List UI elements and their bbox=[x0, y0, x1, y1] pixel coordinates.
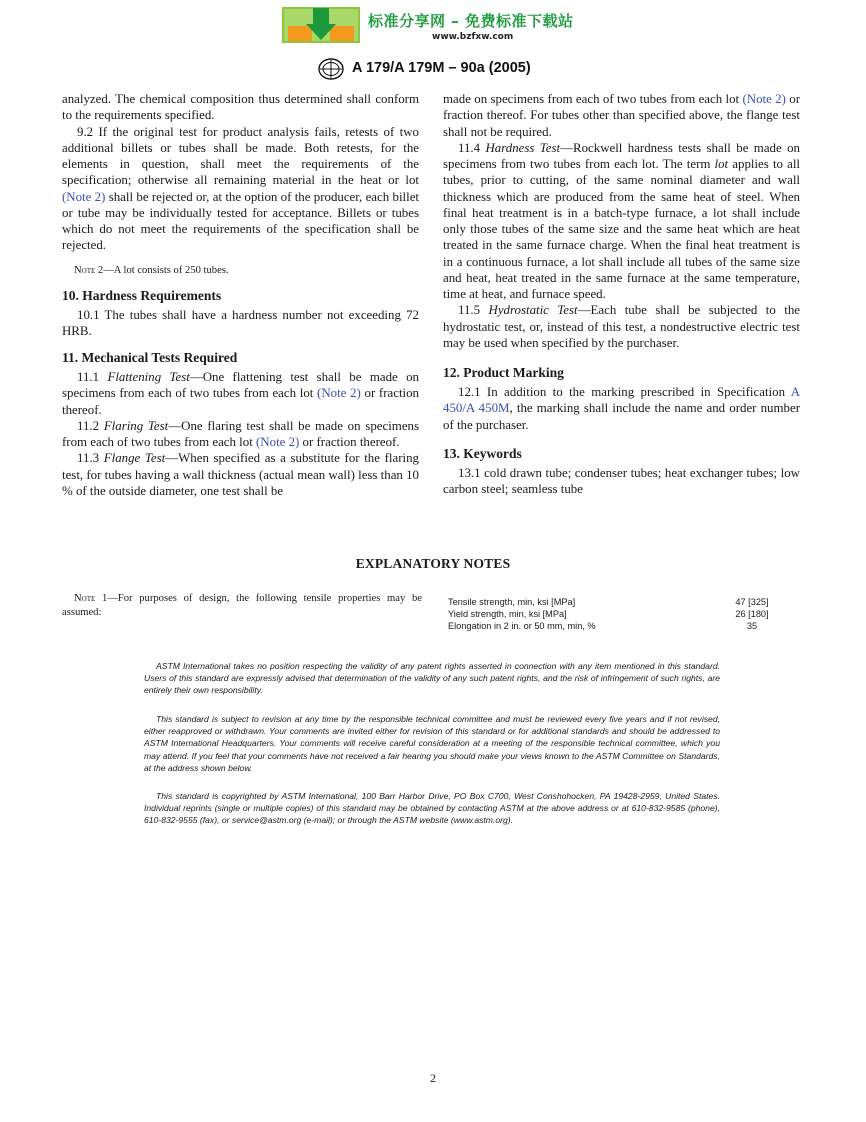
section-12-heading: 12. Product Marking bbox=[443, 365, 564, 380]
num: 11.2 bbox=[77, 418, 104, 433]
text: or fraction thereof. bbox=[299, 435, 400, 449]
paragraph-12-1 bbox=[443, 384, 800, 433]
property-label: Yield strength, min, ksi [MPa] bbox=[448, 609, 567, 620]
note-2-link[interactable]: (Note 2) bbox=[742, 92, 786, 106]
paragraph-analyzed: analyzed. The chemical composition thus determined shall conform to the requirements specified. bbox=[62, 92, 419, 123]
paragraph-9-2 bbox=[62, 124, 419, 254]
copyright-notice: This standard is copyrighted by ASTM International, 100 Barr Harbor Drive, PO Box C700, West Conshohocken, PA 19428-2959, United States. Individual reprints (single or multiple copies) of this standard may be obtained by contacting ASTM at the above address or at 610-832-9585 (phone), 610-832-9555 (fax), or service@astm.org (e-mail); or through the ASTM website (www.astm.org). bbox=[144, 791, 720, 826]
text: made on specimens from each of two tubes from each lot bbox=[443, 92, 743, 106]
property-value: 26 [180] bbox=[735, 609, 769, 620]
paragraph-13-1: 13.1 cold drawn tube; condenser tubes; heat exchanger tubes; low carbon steel; seamless tube bbox=[443, 465, 800, 496]
property-value: 35 bbox=[746, 621, 758, 632]
site-banner[interactable] bbox=[282, 6, 588, 44]
document-id: A 179/A 179M – 90a (2005) bbox=[352, 60, 531, 76]
banner-title: 标准分享网 – 免费标准下载站 bbox=[368, 12, 574, 30]
note-label: Note bbox=[74, 264, 96, 276]
paragraph-11-1 bbox=[62, 369, 419, 418]
term: Flange Test bbox=[103, 451, 166, 466]
note-text: 2—A lot consists of 250 tubes. bbox=[95, 264, 229, 276]
paragraph-11-2 bbox=[62, 418, 419, 451]
property-label: Tensile strength, min, ksi [MPa] bbox=[448, 597, 576, 607]
num: 11.4 bbox=[458, 140, 486, 155]
text: 12.1 In addition to the marking prescribed in Specification bbox=[458, 385, 791, 399]
property-value: 47 [325] bbox=[735, 597, 769, 607]
spec-a450-link[interactable]: A 450/A 450M bbox=[443, 385, 800, 416]
section-11-heading: 11. Mechanical Tests Required bbox=[62, 350, 238, 365]
text: 9.2 If the original test for product analysis fails, retests of two additional billets or tubes shall be made. Both retests, for the elements in question, shall meet the requirements of the specification; otherwise all remaining material in the heat or lot bbox=[62, 124, 419, 188]
patent-disclaimer: ASTM International takes no position respecting the validity of any patent rights asserted in connection with any item mentioned in this standard. Users of this standard are expressly advised that determination of the validity of any such patent rights, and the risk of infringement of such rights, are entirely their own responsibility. bbox=[144, 661, 720, 696]
text: , the marking shall include the name and order number of the purchaser. bbox=[443, 401, 800, 432]
term: Hydrostatic Test bbox=[488, 303, 578, 318]
text: —One flaring test shall be made on specimens from each of two tubes from each lot bbox=[62, 418, 419, 449]
tensile-properties-table bbox=[448, 596, 782, 633]
right-column bbox=[443, 91, 800, 497]
note-2 bbox=[62, 264, 419, 278]
note-text: 1—For purposes of design, the following tensile properties may be assumed: bbox=[62, 593, 422, 618]
section-13-heading: 13. Keywords bbox=[443, 445, 522, 461]
section-10-heading: 10. Hardness Requirements bbox=[62, 287, 222, 303]
paragraph-11-3 bbox=[62, 450, 419, 499]
text: or fraction thereof. bbox=[62, 386, 420, 417]
paragraph-11-4 bbox=[443, 140, 800, 303]
note-2-link[interactable]: (Note 2) bbox=[256, 435, 300, 449]
page-number: 2 bbox=[430, 1071, 436, 1085]
table-row bbox=[448, 596, 782, 608]
note-1 bbox=[62, 592, 422, 620]
note-2-link[interactable]: (Note 2) bbox=[62, 189, 106, 204]
table-row bbox=[448, 620, 782, 632]
left-column bbox=[62, 91, 419, 499]
explanatory-notes-title: EXPLANATORY NOTES bbox=[355, 556, 511, 571]
note-2-link[interactable]: (Note 2) bbox=[317, 386, 361, 401]
paragraph-11-5 bbox=[443, 302, 800, 351]
text: —When specified as a substitute for the flaring test, for tubes having a wall thickness (actual mean wall) less than 10 % of the outside diameter, one test shall be bbox=[62, 451, 419, 498]
term: Hardness Test bbox=[485, 140, 561, 155]
num: 11.3 bbox=[77, 451, 104, 466]
text: —Each tube shall be subjected to the hydrostatic test, or, instead of this test, a nondestructive electric test may be used when specified by the purchaser. bbox=[443, 303, 800, 350]
astm-logo-icon bbox=[318, 58, 344, 80]
property-label: Elongation in 2 in. or 50 mm, min, % bbox=[448, 621, 596, 632]
term: Flattening Test bbox=[107, 370, 190, 384]
text: shall be rejected or, at the option of the producer, each billet or tube may be individually tested for acceptance. Billets or tubes which do not meet the requirements of the specification shall be rejected. bbox=[62, 189, 420, 253]
text: applies to all tubes, prior to cutting, of the same nominal diameter and wall thickness which are produced from the same heat of steel. When final heat treatment is in a batch-type furnace, a lot shall include only those tubes of the same size and the same heat which are heat treated in the same furnace charge. When the final heat treatment is in a continuous furnace, a lot shall include all tubes of the same size and heat, heat treated in the same furnace at the same temperature, time at heat, and furnace speed. bbox=[443, 157, 800, 301]
paragraph-continued bbox=[443, 91, 800, 140]
paragraph-10-1: 10.1 The tubes shall have a hardness number not exceeding 72 HRB. bbox=[62, 307, 419, 338]
num: 11.5 bbox=[458, 303, 489, 318]
term-lot: lot bbox=[714, 157, 729, 171]
text: —Rockwell hardness tests shall be made on specimens from two tubes from each lot. The term bbox=[443, 140, 800, 171]
download-arrow-icon bbox=[282, 6, 360, 44]
text: or fraction thereof. For tubes other than specified above, the flange test shall not be required. bbox=[443, 92, 801, 139]
banner-url[interactable]: www.bzfxw.com bbox=[432, 32, 514, 42]
term: Flaring Test bbox=[103, 418, 169, 433]
text: —One flattening test shall be made on specimens from each of two tubes from each lot bbox=[62, 370, 419, 401]
note-label: Note bbox=[74, 593, 96, 604]
revision-notice: This standard is subject to revision at any time by the responsible technical committee and must be reviewed every five years and if not revised, either reapproved or withdrawn. Your comments are invited either for revision of this standard or for additional standards and should be addressed to ASTM International Headquarters. Your comments will receive careful consideration at a meeting of the responsible technical committee, which you may attend. If you feel that your comments have not received a fair hearing you should make your views known to the ASTM Committee on Standards, at the address shown below. bbox=[144, 714, 720, 773]
num: 11.1 bbox=[77, 370, 108, 384]
table-row bbox=[448, 608, 782, 620]
